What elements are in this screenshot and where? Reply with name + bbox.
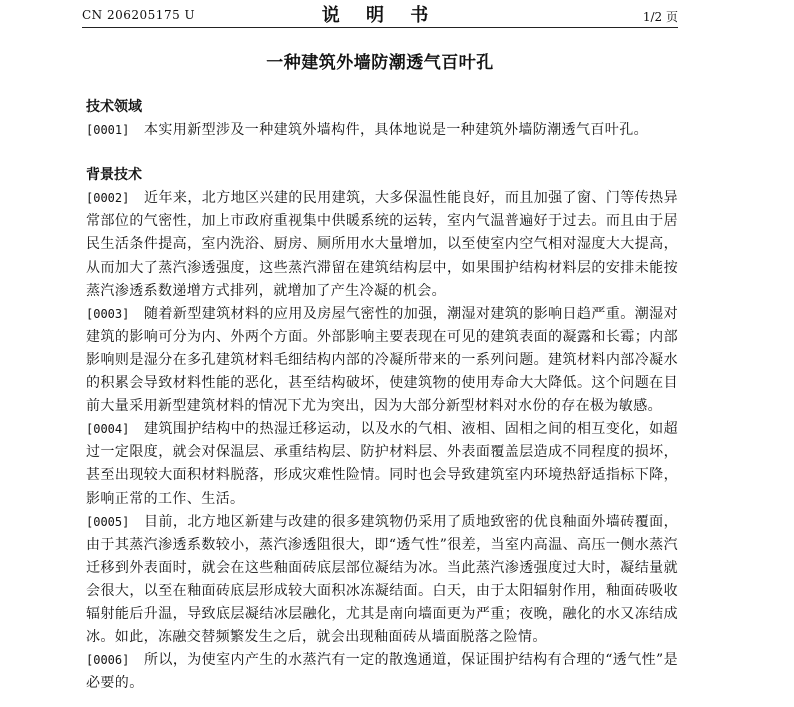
paragraph-number: [0004] <box>86 422 130 437</box>
page-number: 1/2 页 <box>642 10 678 24</box>
paragraph-text: 目前，北方地区新建与改建的很多建筑物仍采用了质地致密的优良釉面外墙砖覆面，由于其蒸汽渗透系数较小，蒸汽渗透阻很大，即“透气性”很差，当室内高温、高压一侧水蒸汽迁移到外表面时，就会在这些釉面砖底层部位凝结为冰。当此蒸汽渗透强度过大时，凝结量就会很大，以至在釉面砖底层形成较大面积冰冻凝结面。白天，由于太阳辐射作用，釉面砖吸收辐射能后升温，导致底层凝结冰层融化，尤其是南向墙面更为严重；夜晚，融化的水又冻结成冰。如此，冻融交替频繁发生之后，就会出现釉面砖从墙面脱落之险情。 <box>86 513 678 646</box>
section-heading: 技术领域 <box>86 99 142 115</box>
paragraph-0004 <box>86 418 678 510</box>
section-technical-field <box>86 96 678 142</box>
document-title: 一种建筑外墙防潮透气百叶孔 <box>266 53 494 73</box>
paragraph-0002 <box>86 187 678 302</box>
paragraph-number: [0001] <box>86 123 130 138</box>
paragraph-number: [0006] <box>86 653 130 668</box>
paragraph-text: 本实用新型涉及一种建筑外墙构件，具体地说是一种建筑外墙防潮透气百叶孔。 <box>144 122 648 139</box>
section-heading: 背景技术 <box>86 167 142 184</box>
paragraph-0005 <box>86 511 678 650</box>
paragraph-number: [0005] <box>86 514 130 529</box>
paragraph-0003 <box>86 303 678 418</box>
paragraph-0006 <box>86 649 678 695</box>
section-background-art <box>86 164 678 695</box>
paragraph-text: 所以，为使室内产生的水蒸汽有一定的散逸通道，保证围护结构有合理的“透气性”是必要的。 <box>86 652 678 692</box>
page-header <box>82 0 678 26</box>
document-type: 说 明 书 <box>321 5 439 26</box>
paragraph-0001 <box>86 119 678 142</box>
paragraph-text: 近年来，北方地区兴建的民用建筑，大多保温性能良好，而且加强了窗、门等传热异常部位的气密性，加上市政府重视集中供暖系统的运转，室内气温普遍好于过去。而且由于居民生活条件提高，室内洗浴、厨房、厕所用水大量增加，以至使室内空气相对湿度大大提高，从而加大了蒸汽渗透强度，这些蒸汽滞留在建筑结构层中，如果围护结构材料层的安排未能按蒸汽渗透系数递增方式排列，就增加了产生冷凝的机会。 <box>86 190 678 299</box>
paragraph-number: [0003] <box>86 306 130 321</box>
paragraph-number: [0002] <box>86 191 130 206</box>
header-divider <box>82 27 678 28</box>
paragraph-text: 随着新型建筑材料的应用及房屋气密性的加强，潮湿对建筑的影响日趋严重。潮湿对建筑的影响可分为内、外两个方面。外部影响主要表现在可见的建筑表面的凝露和长霉；内部影响则是湿分在多孔建筑材料毛细结构内部的冷凝所带来的一系列问题。建筑材料内部冷凝水的积累会导致材料性能的恶化，甚至结构破坏，使建筑物的使用寿命大大降低。这个问题在目前大量采用新型建筑材料的情况下尤为突出，因为大部分新型材料对水份的存在极为敏感。 <box>86 305 678 415</box>
paragraph-text: 建筑围护结构中的热湿迁移运动，以及水的气相、液相、固相之间的相互变化，如超过一定限度，就会对保温层、承重结构层、防护材料层、外表面覆盖层造成不同程度的损坏，甚至出现较大面积材料脱落，形成灾难性险情。同时也会导致建筑室内环境热舒适指标下降，影响正常的工作、生活。 <box>86 421 678 507</box>
publication-number: CN 206205175 U <box>82 8 196 22</box>
document-body <box>86 96 678 695</box>
